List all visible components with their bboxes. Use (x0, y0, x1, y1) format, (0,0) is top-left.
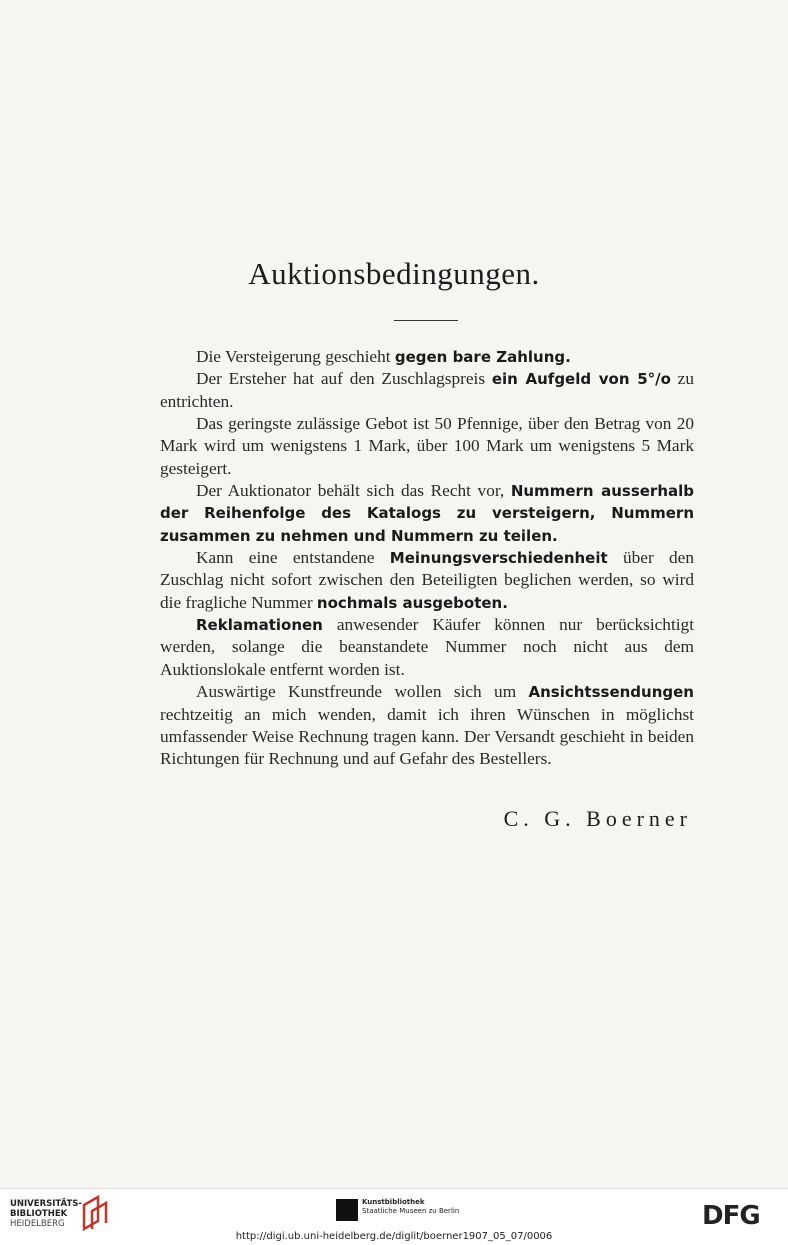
paragraph (160, 413, 694, 480)
kunstbibliothek-logo-icon[interactable] (336, 1199, 358, 1221)
text-run: Die Versteigerung geschieht (196, 347, 395, 366)
document-title: Auktionsbedingungen. (248, 256, 540, 291)
ub-heidelberg-logo-icon[interactable] (80, 1195, 110, 1231)
ub-heidelberg-label[interactable] (10, 1199, 82, 1229)
ub-line-1: UNIVERSITÄTS- (10, 1199, 82, 1209)
footer-bar (0, 1188, 788, 1245)
paragraph (160, 480, 694, 547)
ub-line-2: BIBLIOTHEK (10, 1209, 68, 1219)
signature: C. G. Boerner (503, 806, 692, 831)
kunstbibliothek-label[interactable] (362, 1198, 459, 1216)
kb-line-1: Kunstbibliothek (362, 1198, 425, 1206)
emphasis-text: gegen bare Zahlung. (394, 348, 571, 366)
paragraph (160, 346, 694, 368)
text-run: Das geringste zulässige Gebot ist 50 Pfennige, über den Betrag von 20 Mark wird um wenigstens 1 Mark, über 100 Mark um wenigstens 5 Mark gesteigert. (160, 414, 694, 478)
emphasis-text: Reklamationen (196, 616, 323, 635)
permalink-url[interactable]: http://digi.ub.uni-heidelberg.de/diglit/boerner1907_05_07/0006 (235, 1231, 553, 1242)
paragraph (160, 547, 694, 614)
paragraph (160, 681, 694, 770)
kb-line-2: Staatliche Museen zu Berlin (362, 1207, 460, 1215)
text-run: anwesender Käufer können nur berücksichtigt werden, solange die beanstandete Nummer noch nicht aus dem Auktionslokale entfernt worden ist. (160, 615, 694, 679)
dfg-logo[interactable]: DFG (702, 1201, 760, 1231)
paragraph (160, 368, 694, 413)
text-run: Der Ersteher hat auf den Zuschlagspreis (196, 369, 492, 389)
text-run: zu entrichten. (160, 369, 694, 411)
text-run: Der Auktionator behält sich das Recht vor, (196, 481, 511, 501)
conditions-text (160, 346, 694, 771)
ub-line-3: HEIDELBERG (10, 1219, 65, 1229)
emphasis-text: nochmals ausgeboten. (316, 593, 508, 612)
paragraph (160, 614, 694, 681)
text-run: rechtzeitig an mich wenden, damit ich ihren Wünschen in möglichst umfassender Weise Rechnung tragen kann. Der Versandt geschieht in beiden Richtungen für Rechnung und auf Gefahr des Bestellers. (160, 704, 694, 769)
emphasis-text: Ansichtssendungen (528, 683, 694, 702)
emphasis-text: Meinungsverschiedenheit (389, 549, 608, 568)
text-run: über den Zuschlag nicht sofort zwischen den Beteiligten beglichen werden, so wird die fragliche Nummer (160, 548, 694, 612)
title-rule (394, 320, 458, 321)
text-run: Auswärtige Kunstfreunde wollen sich um (196, 682, 529, 702)
emphasis-text: ein Aufgeld von 5°/o (491, 370, 671, 389)
emphasis-text: Nummern ausserhalb der Reihenfolge des Katalogs zu versteigern, Nummern zusammen zu nehmen und Nummern zu teilen. (160, 482, 694, 545)
text-run: Kann eine entstandene (196, 548, 390, 568)
